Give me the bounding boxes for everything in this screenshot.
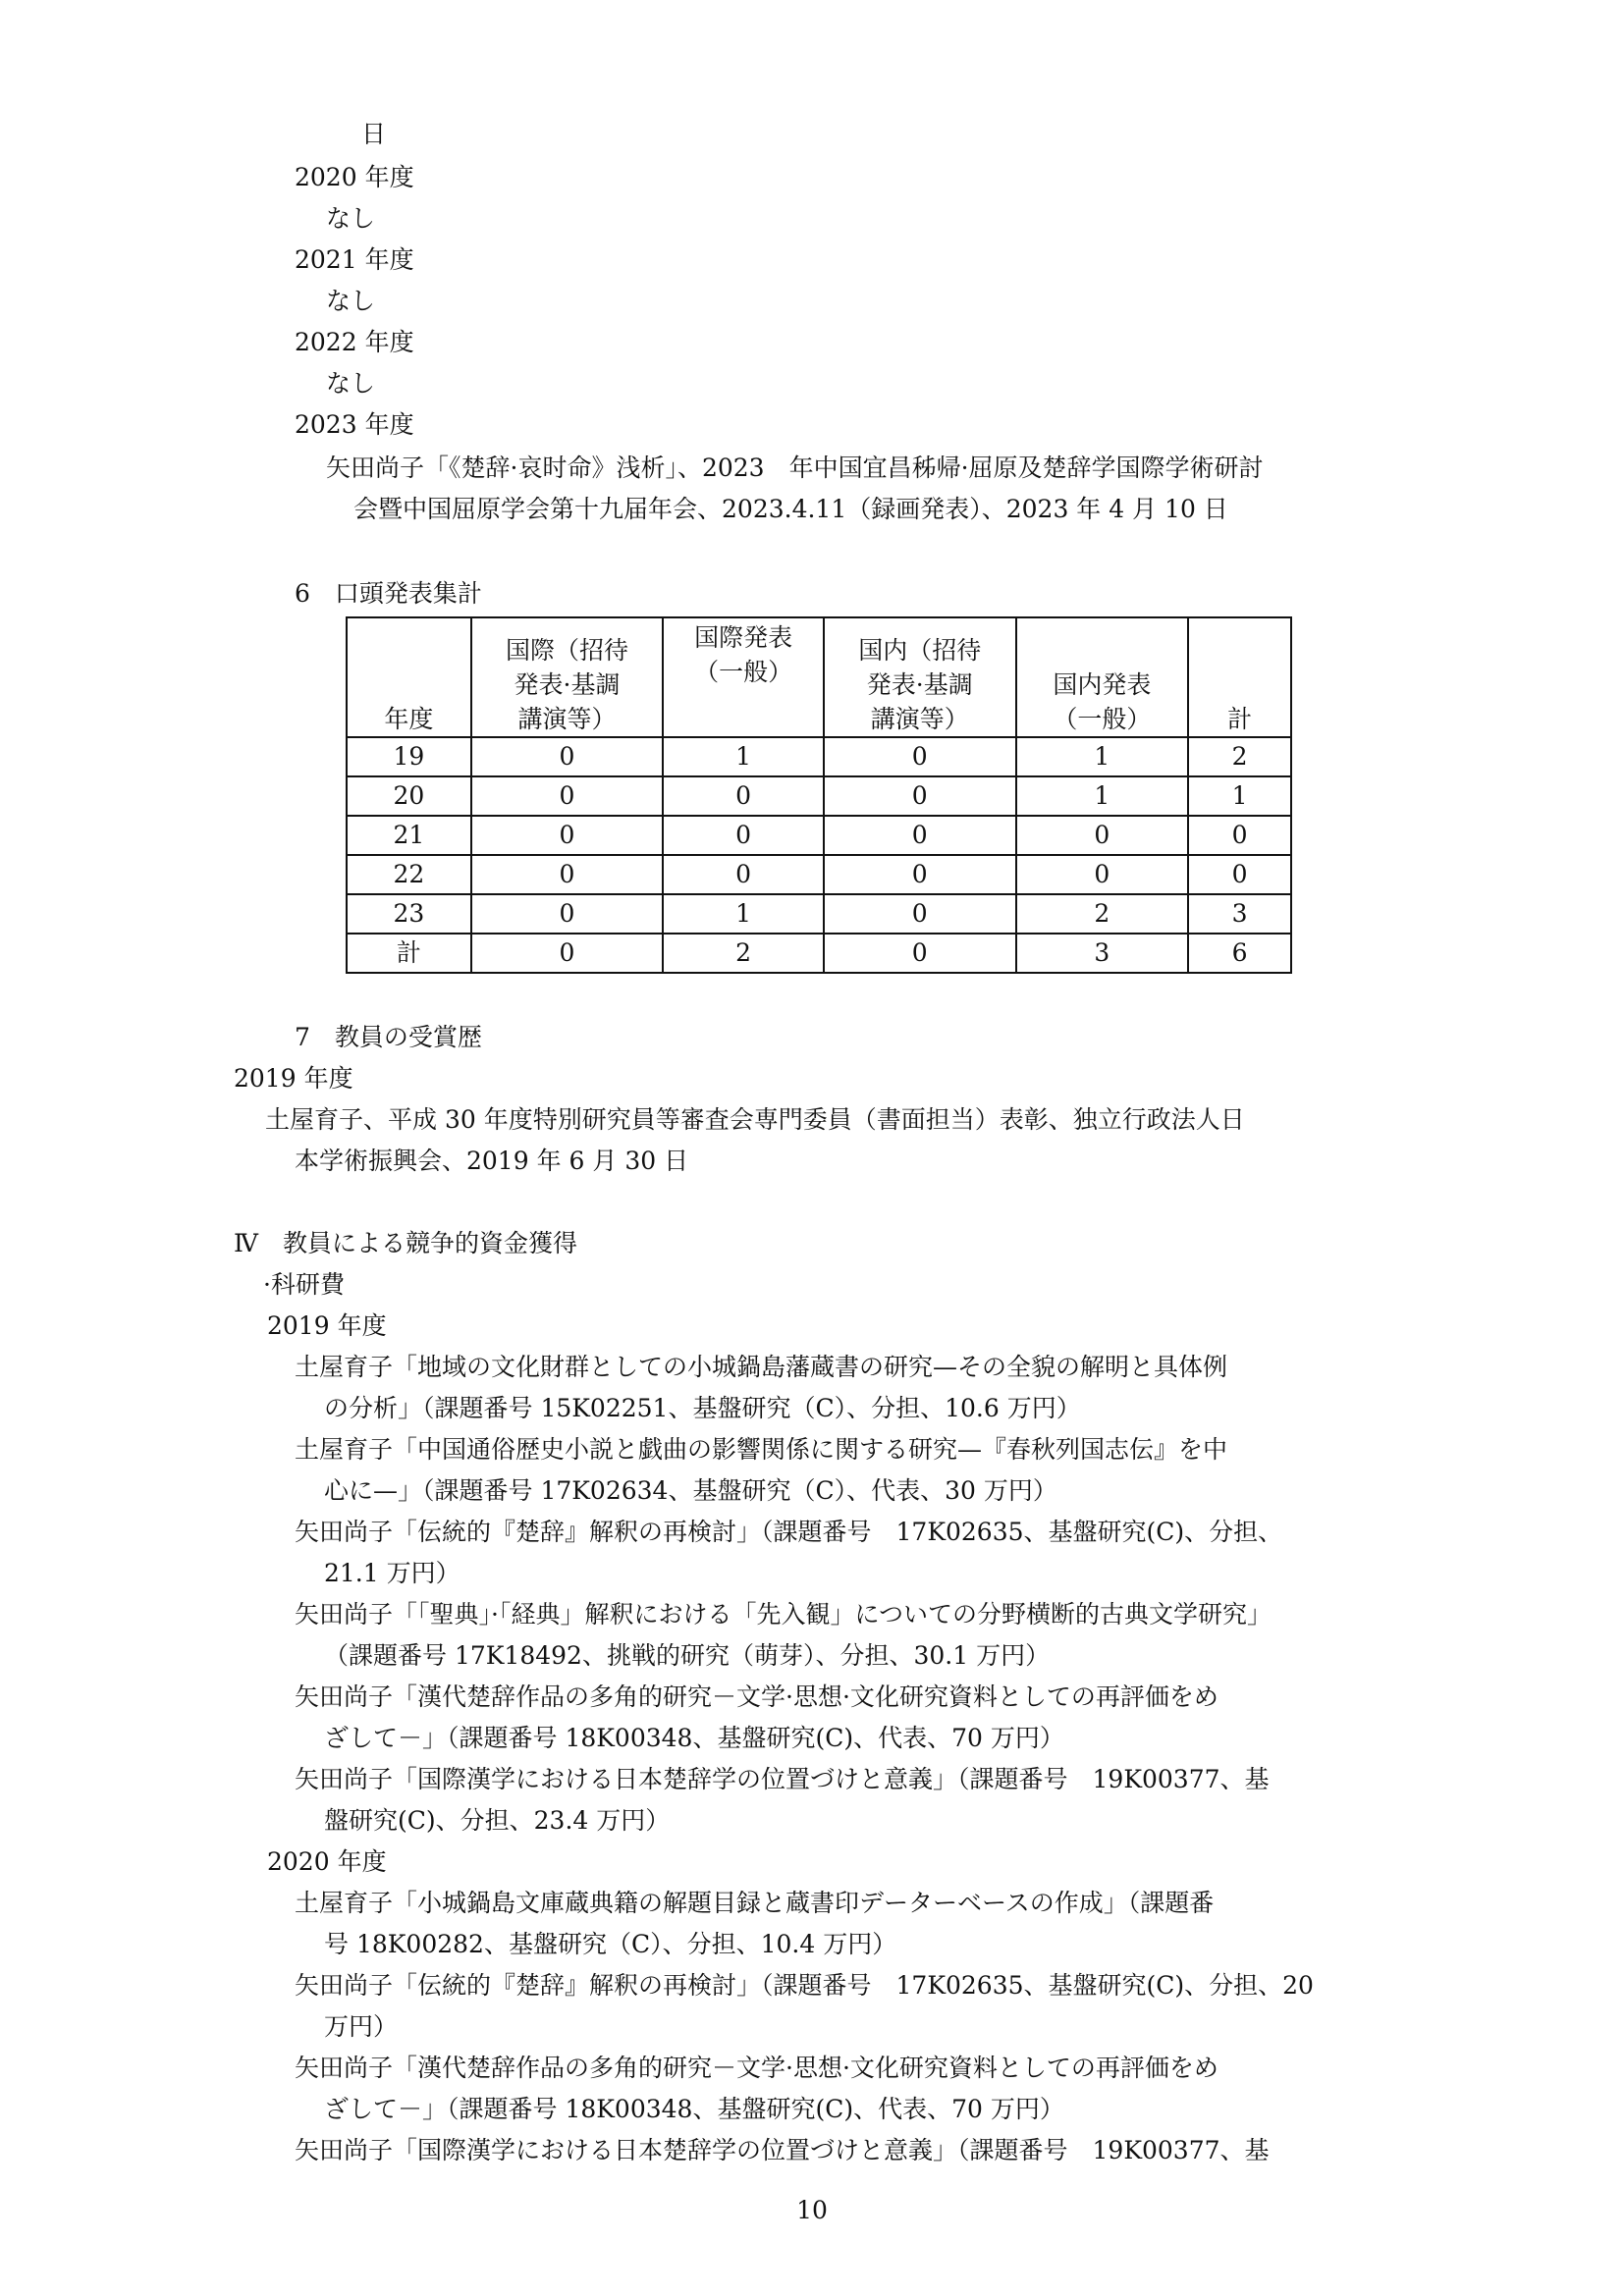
cell-year: 23 bbox=[347, 894, 471, 934]
grant-entry-cont: の分析」（課題番号 15K02251、基盤研究（C）、分担、10.6 万円） bbox=[324, 1394, 1081, 1422]
cell-year: 19 bbox=[347, 737, 471, 776]
cell-total: 6 bbox=[1188, 934, 1291, 973]
header-domestic-invited: 国内（招待 発表·基調 講演等） bbox=[824, 617, 1016, 737]
cell: 0 bbox=[1016, 855, 1189, 894]
cell-total: 0 bbox=[1188, 855, 1291, 894]
table-row bbox=[347, 737, 1291, 776]
header-total: 計 bbox=[1188, 617, 1291, 737]
cell-total: 1 bbox=[1188, 776, 1291, 816]
presentation-summary-table bbox=[346, 616, 1292, 974]
cell: 1 bbox=[1016, 737, 1189, 776]
cell: 0 bbox=[471, 934, 664, 973]
page-number: 10 bbox=[796, 2196, 828, 2224]
subsection-heading: ·科研費 bbox=[263, 1270, 345, 1299]
grant-entry-cont: 21.1 万円） bbox=[324, 1559, 460, 1587]
cell: 0 bbox=[471, 776, 664, 816]
cell-total: 0 bbox=[1188, 816, 1291, 855]
grant-entry: 土屋育子「地域の文化財群としての小城鍋島藩蔵書の研究—その全貌の解明と具体例 bbox=[295, 1353, 1228, 1381]
table-total-row bbox=[347, 934, 1291, 973]
year-heading: 2023 年度 bbox=[295, 410, 414, 439]
header-year: 年度 bbox=[347, 617, 471, 737]
cell: 3 bbox=[1016, 934, 1189, 973]
table-header-row bbox=[347, 617, 1291, 737]
year-heading: 2020 年度 bbox=[295, 163, 414, 191]
year-heading: 2021 年度 bbox=[295, 245, 414, 274]
grant-entry-cont: 号 18K00282、基盤研究（C）、分担、10.4 万円） bbox=[324, 1930, 897, 1958]
table-row bbox=[347, 855, 1291, 894]
grant-entry: 矢田尚子「伝統的『楚辞』解釈の再検討」（課題番号 17K02635、基盤研究(C)、分担、 bbox=[295, 1518, 1283, 1546]
table-row bbox=[347, 894, 1291, 934]
section-heading: 6 口頭発表集計 bbox=[295, 579, 482, 608]
year-heading: 2019 年度 bbox=[267, 1311, 387, 1340]
cell: 1 bbox=[663, 894, 824, 934]
header-intl-general: 国際発表 （一般） bbox=[663, 617, 824, 737]
grant-entry: 矢田尚子「伝統的『楚辞』解釈の再検討」（課題番号 17K02635、基盤研究(C)、分担、20 bbox=[295, 1971, 1314, 2000]
award-entry-cont: 本学術振興会、2019 年 6 月 30 日 bbox=[295, 1147, 689, 1175]
cell: 2 bbox=[1016, 894, 1189, 934]
cell-total: 3 bbox=[1188, 894, 1291, 934]
grant-entry: 矢田尚子「漢代楚辞作品の多角的研究－文学·思想·文化研究資料としての再評価をめ bbox=[295, 2054, 1218, 2082]
cell: 0 bbox=[471, 855, 664, 894]
section-heading: Ⅳ 教員による競争的資金獲得 bbox=[234, 1229, 577, 1257]
cell: 2 bbox=[663, 934, 824, 973]
grant-entry-cont: 盤研究(C)、分担、23.4 万円） bbox=[324, 1806, 671, 1835]
section-heading: 7 教員の受賞歴 bbox=[295, 1023, 482, 1051]
text-line: 日 bbox=[361, 120, 387, 148]
header-intl-invited: 国際（招待 発表·基調 講演等） bbox=[471, 617, 664, 737]
table-row bbox=[347, 816, 1291, 855]
cell: 0 bbox=[471, 816, 664, 855]
cell: 0 bbox=[663, 816, 824, 855]
cell: 0 bbox=[824, 776, 1016, 816]
cell-year: 計 bbox=[347, 934, 471, 973]
text-line: なし bbox=[326, 369, 376, 398]
cell: 0 bbox=[824, 894, 1016, 934]
cell: 0 bbox=[471, 894, 664, 934]
grant-entry: 矢田尚子「「聖典」·「経典」解釈における「先入観」についての分野横断的古典文学研究」 bbox=[295, 1600, 1272, 1629]
grant-entry: 矢田尚子「国際漢学における日本楚辞学の位置づけと意義」（課題番号 19K00377、基 bbox=[295, 1765, 1270, 1793]
grant-entry: 土屋育子「小城鍋島文庫蔵典籍の解題目録と蔵書印データーベースの作成」（課題番 bbox=[295, 1889, 1215, 1917]
cell: 1 bbox=[1016, 776, 1189, 816]
grant-entry: 矢田尚子「漢代楚辞作品の多角的研究－文学·思想·文化研究資料としての再評価をめ bbox=[295, 1682, 1218, 1711]
cell: 0 bbox=[663, 855, 824, 894]
year-heading: 2020 年度 bbox=[267, 1847, 387, 1876]
cell: 1 bbox=[663, 737, 824, 776]
grant-entry-cont: 万円） bbox=[324, 2012, 399, 2041]
cell-year: 20 bbox=[347, 776, 471, 816]
grant-entry-cont: ざして－」（課題番号 18K00348、基盤研究(C)、代表、70 万円） bbox=[324, 2095, 1064, 2123]
cell: 0 bbox=[824, 737, 1016, 776]
cell-year: 21 bbox=[347, 816, 471, 855]
table-row bbox=[347, 776, 1291, 816]
award-entry: 土屋育子、平成 30 年度特別研究員等審査会専門委員（書面担当）表彰、独立行政法人日 bbox=[265, 1105, 1245, 1134]
grant-entry-cont: ざして－」（課題番号 18K00348、基盤研究(C)、代表、70 万円） bbox=[324, 1724, 1064, 1752]
grant-entry-cont: （課題番号 17K18492、挑戦的研究（萌芽）、分担、30.1 万円） bbox=[324, 1641, 1051, 1670]
presentation-entry: 矢田尚子「《楚辞·哀时命》浅析」、2023 年中国宜昌秭帰·屈原及楚辞学国際学術研討 bbox=[326, 454, 1264, 482]
cell: 0 bbox=[471, 737, 664, 776]
grant-entry: 土屋育子「中国通俗歴史小説と戯曲の影響関係に関する研究—『春秋列国志伝』を中 bbox=[295, 1435, 1228, 1464]
cell: 0 bbox=[824, 934, 1016, 973]
header-domestic-general: 国内発表 （一般） bbox=[1016, 617, 1189, 737]
grant-entry-cont: 心に—」（課題番号 17K02634、基盤研究（C）、代表、30 万円） bbox=[324, 1476, 1057, 1505]
cell: 0 bbox=[824, 855, 1016, 894]
cell: 0 bbox=[663, 776, 824, 816]
text-line: なし bbox=[326, 204, 376, 233]
cell-year: 22 bbox=[347, 855, 471, 894]
year-heading: 2022 年度 bbox=[295, 328, 414, 356]
cell-total: 2 bbox=[1188, 737, 1291, 776]
cell: 0 bbox=[824, 816, 1016, 855]
cell: 0 bbox=[1016, 816, 1189, 855]
presentation-entry-cont: 会暨中国屈原学会第十九届年会、2023.4.11（録画発表）、2023 年 4 月 10 日 bbox=[353, 495, 1228, 523]
grant-entry: 矢田尚子「国際漢学における日本楚辞学の位置づけと意義」（課題番号 19K00377、基 bbox=[295, 2136, 1270, 2164]
text-line: なし bbox=[326, 287, 376, 315]
year-heading: 2019 年度 bbox=[234, 1064, 353, 1093]
